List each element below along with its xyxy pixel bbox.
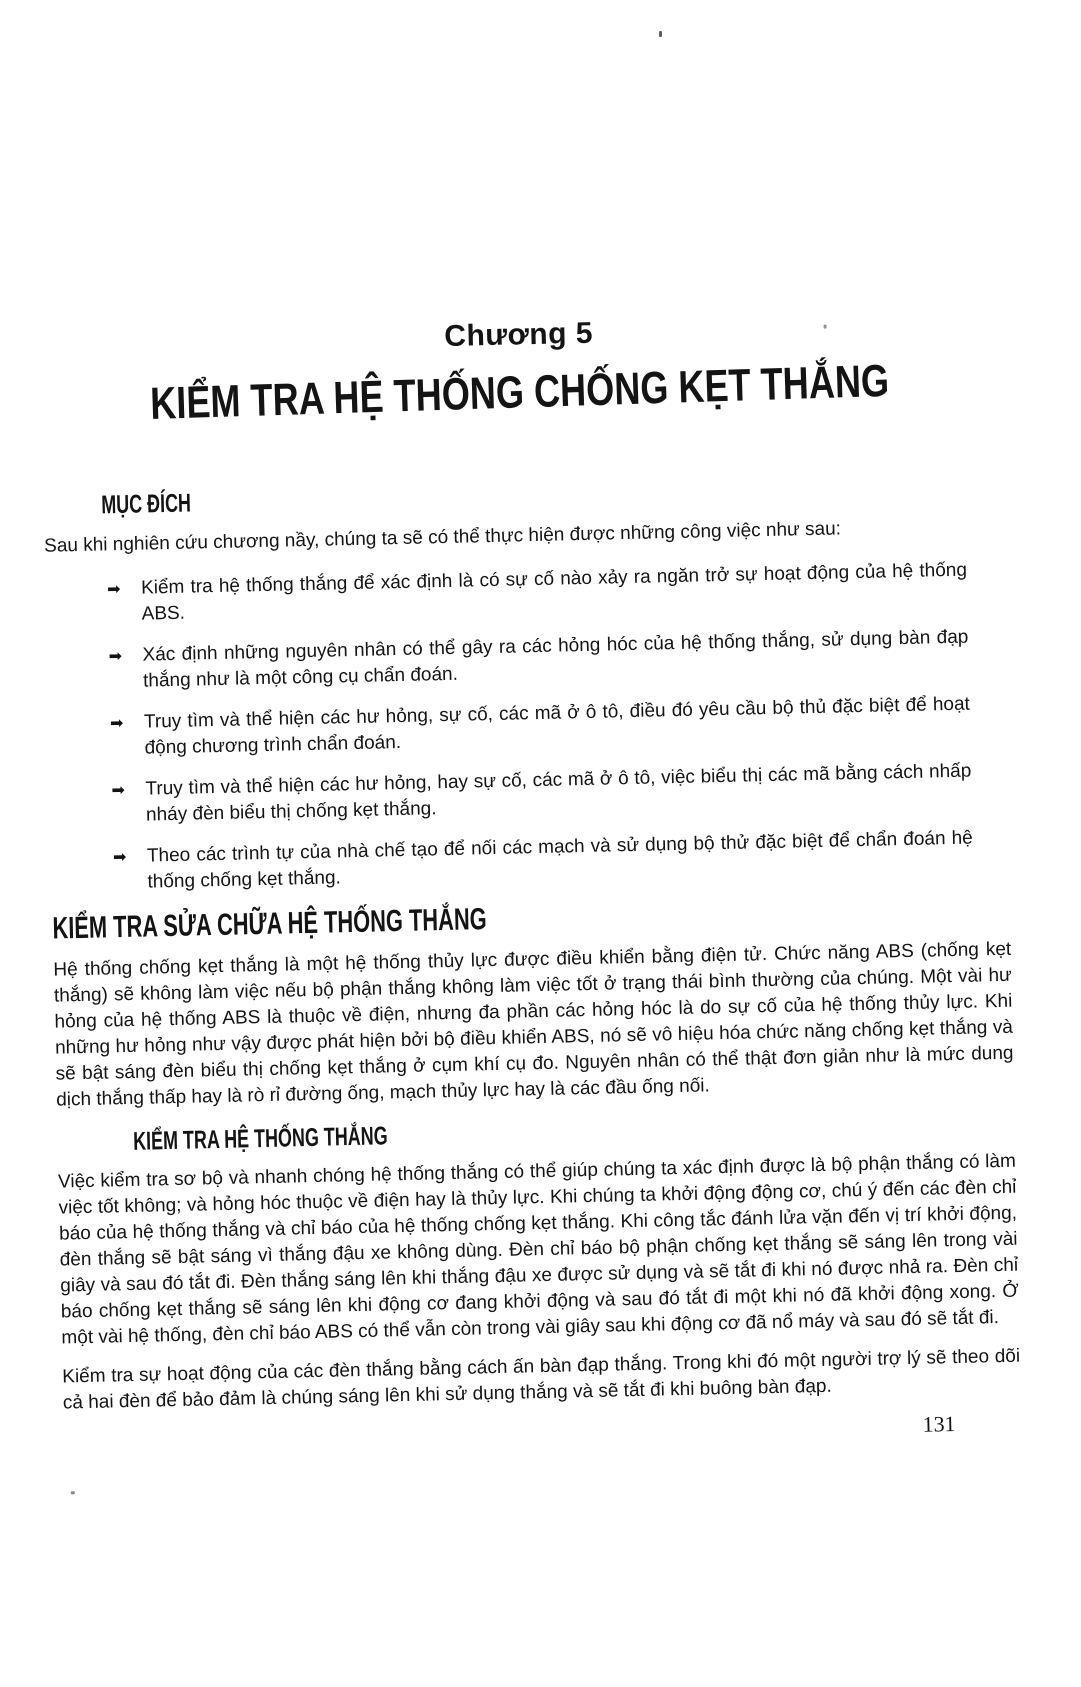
purpose-heading-text: MỤC ĐÍCH: [100, 487, 192, 519]
list-item: [108, 625, 969, 696]
arrow-right-icon: ➡: [109, 713, 124, 733]
page-title-text: KIỂM TRA HỆ THỐNG CHỐNG KẸT THẮNG: [149, 354, 891, 429]
scan-speck: [71, 1491, 75, 1494]
arrow-right-icon: ➡: [108, 646, 123, 666]
purpose-bullet-list: [45, 557, 1010, 898]
bullet-text: Kiểm tra hệ thống thắng để xác định là có sự cố nào xảy ra ngăn trở sự hoạt động của hệ thống ABS.: [140, 559, 968, 625]
page-number: 131: [922, 1411, 956, 1437]
brake-check-heading-text: KIỂM TRA HỆ THỐNG THẮNG: [132, 1120, 388, 1156]
list-item: [107, 558, 968, 629]
purpose-heading: [43, 472, 1001, 520]
chapter-label: Chương 5: [443, 316, 594, 353]
bullet-text: Theo các trình tự của nhà chế tạo để nối các mạch và sử dụng bộ thử đặc biệt để chẩn đoán hệ thống chống kẹt thắng.: [146, 827, 973, 893]
inspection-heading-text: KIỂM TRA SỬA CHỮA HỆ THỐNG THẮNG: [52, 901, 487, 946]
page-content: [39, 308, 1021, 1457]
inspection-heading: [52, 892, 1010, 945]
arrow-right-icon: ➡: [106, 579, 121, 599]
page-title: [40, 353, 999, 431]
list-item: [110, 692, 971, 763]
list-item: [111, 759, 972, 830]
brake-check-heading: [57, 1109, 1015, 1157]
purpose-intro: Sau khi nghiên cứu chương nầy, chúng ta sẽ có thể thực hiện được những công việc như sau:: [43, 518, 842, 557]
bullet-text: Truy tìm và thể hiện các hư hỏng, sự cố, các mã ở ô tô, điều đó yêu cầu bộ thủ đặc biệt để hoạt động chương trình chẩn đoán.: [143, 693, 971, 759]
list-item: [113, 826, 974, 897]
brake-check-paragraph-2: Kiểm tra sự hoạt động của các đèn thắng bằng cách ấn bàn đạp thắng. Trong khi đó một người trợ lý sẽ theo dõi cả hai đèn để bảo đảm là chúng sáng lên khi sử dụng thắng và sẽ tắt đi khi buông bàn đạp.: [62, 1345, 1021, 1414]
arrow-right-icon: ➡: [111, 780, 126, 800]
inspection-paragraph: Hệ thống chống kẹt thắng là một hệ thống thủy lực được điều khiển bằng điện tử. Chức năng ABS (chống kẹt thắng) sẽ không làm việc nếu bộ phận thắng không làm việc tốt ở trạng thái bình thường của chúng. Một vài hư hỏng của hệ thống ABS là thuộc về điện, nhưng đa phần các hỏng hóc là do sự cố của hệ thống thủy lực. Khi những hư hỏng như vậy được phát hiện bởi bộ điều khiển ABS, nó sẽ vô hiệu hóa chức năng chống kẹt thắng và sẽ bật sáng đèn biểu thị chống kẹt thắng ở cụm khí cụ đo. Nguyên nhân có thể thật đơn giản như là mức dung dịch thắng thấp hay là rò rỉ đường ống, mạch thủy lực hay là các đầu ống nối.: [53, 938, 1014, 1111]
arrow-right-icon: ➡: [112, 847, 127, 867]
bullet-text: Truy tìm và thể hiện các hư hỏng, hay sự cố, các mã ở ô tô, việc biểu thị các mã bằng cách nhấp nháy đèn biểu thị chống kẹt thắng.: [145, 760, 972, 826]
brake-check-paragraph-1: Việc kiểm tra sơ bộ và nhanh chóng hệ thống thắng có thể giúp chúng ta xác định được là bộ phận thắng có làm việc tốt không; và hỏng hóc thuộc về điện hay là thủy lực. Khi chúng ta khởi động động cơ, chú ý đến các đèn chỉ báo của hệ thống thắng và chỉ báo của hệ thống chống kẹt thắng. Khi công tắc đánh lửa vặn đến vị trí khởi động, đèn thắng sẽ bật sáng vì thắng đậu xe không dùng. Đèn chỉ báo bộ phận chống kẹt thắng sẽ sáng lên trong vài giây và sau đó tắt đi. Đèn thắng sáng lên khi thắng đậu xe được sử dụng và sẽ tắt đi khi nó được nhả ra. Đèn chỉ báo chống kẹt thắng sẽ sáng lên khi động cơ đang khởi động và sau đó tắt đi một khi nó đã khởi động xong. Ở một vài hệ thống, đèn chỉ báo ABS có thể vẫn còn trong vài giây sau khi động cơ đã nổ máy và sau đó sẽ tắt đi.: [57, 1150, 1019, 1349]
bullet-text: Xác định những nguyên nhân có thể gây ra các hỏng hóc của hệ thống thắng, sử dụng bàn đạp thắng như là một công cụ chẩn đoán.: [142, 626, 969, 692]
